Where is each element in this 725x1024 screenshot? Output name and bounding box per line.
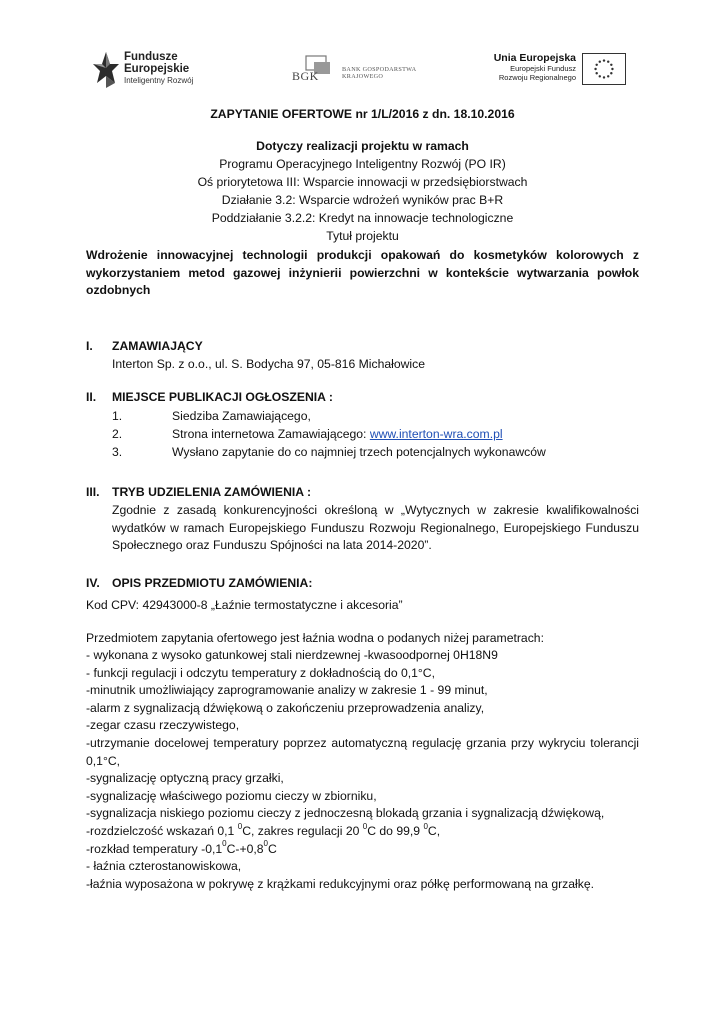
- ue-sub2: Rozwoju Regionalnego: [498, 73, 576, 82]
- param-item: -sygnalizacja niskiego poziomu cieczy z jednoczesną blokadą grzania i sygnalizacją dźwiękową,: [86, 806, 605, 821]
- degree-sup: 0: [362, 821, 368, 831]
- eu-flag-icon: [582, 53, 626, 85]
- section2-item2: [172, 426, 503, 444]
- section3-number: III.: [86, 485, 100, 499]
- param-item: -sygnalizację optyczną pracy grzałki,: [86, 771, 284, 786]
- section2-item1-text: Siedziba Zamawiającego,: [172, 409, 311, 423]
- company-website-link[interactable]: www.interton-wra.com.pl: [369, 427, 503, 441]
- param-item: -minutnik umożliwiający zaprogramowanie analizy w zakresie 1 - 99 minut,: [86, 683, 488, 698]
- section4-number: IV.: [86, 576, 100, 590]
- intro-line5: Poddziałanie 3.2.2: Kredyt na innowacje technologiczne: [211, 211, 514, 225]
- unia-europejska-logo: [478, 52, 628, 92]
- param-item: -alarm z sygnalizacją dźwiękową o zakończeniu przeprowadzenia analizy,: [86, 700, 485, 715]
- param-item: -sygnalizację właściwego poziomu cieczy w zbiorniku,: [86, 788, 377, 803]
- resolution-part: -rozdzielczość wskazań 0,1: [86, 823, 238, 838]
- header-logos: [0, 46, 725, 98]
- section2-item1-number: 1.: [112, 409, 123, 423]
- section2-item3-text: Wysłano zapytanie do co najmniej trzech potencjalnych wykonawców: [172, 445, 546, 459]
- section4-title: OPIS PRZEDMIOTU ZAMÓWIENIA:: [112, 576, 313, 590]
- section1-number: I.: [86, 339, 93, 353]
- intro-line3: Oś priorytetowa III: Wsparcie innowacji w przedsiębiorstwach: [197, 175, 528, 189]
- param-item: -łaźnia wyposażona w pokrywę z krążkami redukcyjnymi oraz półkę performowaną na grzałkę.: [86, 876, 595, 891]
- param-distribution: [86, 841, 639, 859]
- fe-line1: Fundusze: [124, 51, 178, 63]
- project-title-line3: ozdobnych: [86, 283, 151, 298]
- section3-line1: Zgodnie z zasadą konkurencyjności określoną w „Wytycznych w zakresie kwalifikowalności: [112, 503, 639, 517]
- params-lead: Przedmiotem zapytania ofertowego jest łaźnia wodna o podanych niżej parametrach:: [86, 631, 544, 645]
- project-title-line1: Wdrożenie innowacyjnej technologii produkcji opakowań do kosmetyków kolorowych z: [86, 248, 639, 262]
- fe-line3: Inteligentny Rozwój: [124, 76, 194, 85]
- degree-sup: 0: [263, 839, 268, 849]
- param-item: - funkcji regulacji i odczytu temperatury z dokładnością do 0,1°C,: [86, 665, 435, 680]
- distribution-part: C-+0,8: [226, 841, 264, 856]
- params-list: [86, 647, 639, 893]
- resolution-part: C do 99,9: [367, 823, 424, 838]
- distribution-part: -rozkład temperatury -0,1: [86, 841, 223, 856]
- project-title-line2: wykorzystaniem metod gazowej inżynierii powierzchni w kontekście wytwarzania powłok: [86, 265, 639, 280]
- section1-title: ZAMAWIAJĄCY: [112, 339, 203, 353]
- degree-sup: 0: [423, 821, 428, 831]
- section3-line2: wydatków w ramach Europejskiego Funduszu Rozwoju Regionalnego, Europejskiego Funduszu: [112, 520, 639, 535]
- section3-line3: Społecznego oraz Funduszu Spójności na lata 2014-2020”.: [112, 538, 432, 553]
- section2-number: II.: [86, 390, 97, 404]
- bgk-short-name: BGK: [292, 69, 319, 83]
- project-title: [86, 247, 639, 300]
- param-item: 0,1°C,: [86, 753, 121, 768]
- intro-line6: Tytuł projektu: [326, 229, 399, 243]
- resolution-part: C, zakres regulacji 20: [242, 823, 363, 838]
- intro-line2: Programu Operacyjnego Inteligentny Rozwój (PO IR): [219, 157, 506, 171]
- section2-title: MIEJSCE PUBLIKACJI OGŁOSZENIA :: [112, 390, 333, 404]
- param-item: - łaźnia czterostanowiskowa,: [86, 859, 242, 874]
- distribution-part: C: [267, 841, 277, 856]
- degree-sup: 0: [237, 821, 243, 831]
- bgk-logo: [284, 54, 424, 90]
- cpv-code: Kod CPV: 42943000-8 „Łaźnie termostatyczne i akcesoria”: [86, 598, 403, 612]
- section3-title: TRYB UDZIELENIA ZAMÓWIENIA :: [112, 485, 312, 499]
- section2-item2-number: 2.: [112, 427, 123, 441]
- ue-title: Unia Europejska: [493, 52, 576, 64]
- ue-sub1: Europejski Fundusz: [510, 64, 576, 73]
- document-title: ZAPYTANIE OFERTOWE nr 1/L/2016 z dn. 18.10.2016: [210, 107, 515, 121]
- intro-line4: Działanie 3.2: Wsparcie wdrożeń wyników prac B+R: [221, 193, 504, 207]
- param-resolution: [86, 823, 639, 841]
- param-item: -zegar czasu rzeczywistego,: [86, 718, 240, 733]
- fundusze-europejskie-logo: [92, 48, 212, 94]
- param-item: -utrzymanie docelowej temperatury poprzez automatyczną regulację grzania przy wykryciu tolerancji: [86, 735, 639, 750]
- bgk-full-line1: BANK GOSPODARSTWA: [342, 66, 417, 73]
- bgk-full-line2: KRAJOWEGO: [342, 73, 384, 80]
- param-item: - wykonana z wysoko gatunkowej stali nierdzewnej -kwasoodpornej 0H18N9: [86, 648, 498, 662]
- resolution-part: C,: [427, 823, 441, 838]
- fe-line2: Europejskie: [124, 63, 190, 75]
- intro-line1: Dotyczy realizacji projektu w ramach: [256, 139, 469, 153]
- section1-text: Interton Sp. z o.o., ul. S. Bodycha 97, 05-816 Michałowice: [112, 357, 425, 371]
- section2-item3-number: 3.: [112, 445, 123, 459]
- fe-star-icon: [92, 50, 120, 90]
- section2-item2-text: Strona internetowa Zamawiającego:: [172, 427, 370, 441]
- degree-sup: 0: [222, 839, 227, 849]
- section3-text: [112, 502, 639, 555]
